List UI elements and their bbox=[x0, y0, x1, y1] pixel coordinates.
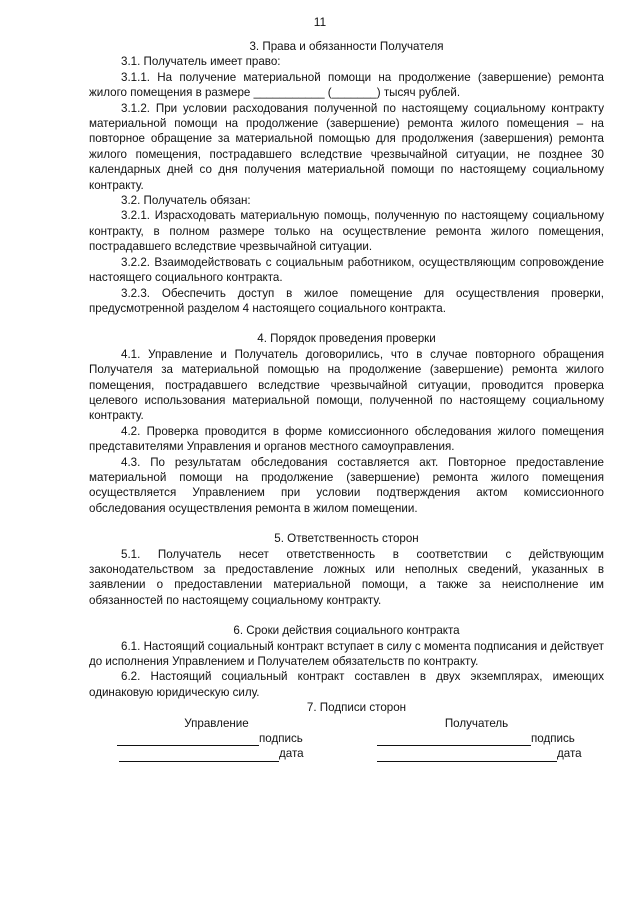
clause-6-2: 6.2. Настоящий социальный контракт составлен в двух экземплярах, имеющих одинаковую юридическую силу. bbox=[89, 670, 604, 699]
section-4-title: 4. Порядок проведения проверки bbox=[257, 332, 436, 346]
management-signature-line bbox=[89, 731, 344, 746]
clause-3-2: 3.2. Получатель обязан: bbox=[121, 194, 251, 208]
date-blank bbox=[377, 750, 557, 762]
signature-block bbox=[89, 716, 604, 762]
clause-5-1: 5.1. Получатель несет ответственность в соответствии с действующим законодательством за предоставление ложных или неполных сведений, указанных в заявлении о предоставлении материальной помощи, а также за неисполнение им обязанностей по настоящему социальному контракту. bbox=[89, 547, 604, 607]
document-body bbox=[89, 39, 604, 762]
section-3-title: 3. Права и обязанности Получателя bbox=[249, 40, 444, 53]
signature-blank bbox=[117, 734, 259, 746]
clause-3-2-3: 3.2.3. Обеспечить доступ в жилое помещение для осуществления проверки, предусмотренной разделом 4 настоящего социального контракта. bbox=[89, 286, 604, 315]
clause-3-2-1: 3.2.1. Израсходовать материальную помощь, полученную по настоящему социальному контракту, в полном размере только на осуществление ремонта жилого помещения, пострадавшего вследствие чрезвычайной ситуации. bbox=[89, 209, 604, 254]
management-date-line bbox=[89, 746, 344, 761]
clause-3-1-1: 3.1.1. На получение материальной помощи на продолжение (завершение) ремонта жилого помещения в размере ___________ (_______) тысяч рублей. bbox=[89, 70, 604, 100]
section-5-title: 5. Ответственность сторон bbox=[274, 532, 419, 546]
date-label: дата bbox=[279, 747, 304, 761]
section-6-title: 6. Сроки действия социального контракта bbox=[233, 624, 460, 638]
clause-3-1-2: 3.1.2. При условии расходования полученной по настоящему социальному контракту материальной помощи на продолжение (завершение) ремонта жилого помещения – на повторное обращение за материальной помощью для продолжения (завершения) ремонта жилого помещения, пострадавшего вследствие чрезвычайной ситуации, не позднее 30 календарных дней со дня получения материальной помощи по настоящему социальному контракту. bbox=[89, 101, 604, 192]
date-label: дата bbox=[557, 747, 582, 761]
clause-4-2: 4.2. Проверка проводится в форме комиссионного обследования жилого помещения представителями Управления и органов местного самоуправления. bbox=[89, 424, 604, 454]
recipient-signature-line bbox=[349, 731, 604, 746]
management-heading: Управление bbox=[184, 716, 249, 730]
recipient-date-line bbox=[349, 746, 604, 761]
signature-column-recipient bbox=[349, 716, 604, 762]
clause-3-2-2: 3.2.2. Взаимодействовать с социальным работником, осуществляющим сопровождение настоящего социального контракта. bbox=[89, 255, 604, 285]
recipient-heading: Получатель bbox=[444, 716, 509, 730]
clause-4-1: 4.1. Управление и Получатель договорились, что в случае повторного обращения Получателя за материальной помощью на продолжение (завершение) ремонта жилого помещения, пострадавшего вследствие чрезвычайной ситуации, проводится проверка целевого использования материальной помощи, полученной по настоящему социальному контракту. bbox=[89, 347, 604, 423]
signature-column-management bbox=[89, 716, 344, 762]
clause-6-1: 6.1. Настоящий социальный контракт вступает в силу с момента подписания и действует до исполнения Управлением и Получателем обязательств по контракту. bbox=[89, 639, 604, 669]
clause-4-3: 4.3. По результатам обследования составляется акт. Повторное предоставление материальной помощи на продолжение (завершение) ремонта жилого помещения осуществляется Управлением при условии подтверждения актом комиссионного обследования осуществления ремонта в жилом помещении. bbox=[89, 455, 604, 515]
date-blank bbox=[119, 750, 279, 762]
signature-label: подпись bbox=[531, 732, 575, 746]
page-number: 11 bbox=[313, 15, 327, 29]
clause-3-1: 3.1. Получатель имеет право: bbox=[121, 55, 281, 69]
signature-label: подпись bbox=[259, 732, 303, 746]
signature-blank bbox=[377, 734, 531, 746]
section-7-title: 7. Подписи сторон bbox=[306, 701, 407, 715]
